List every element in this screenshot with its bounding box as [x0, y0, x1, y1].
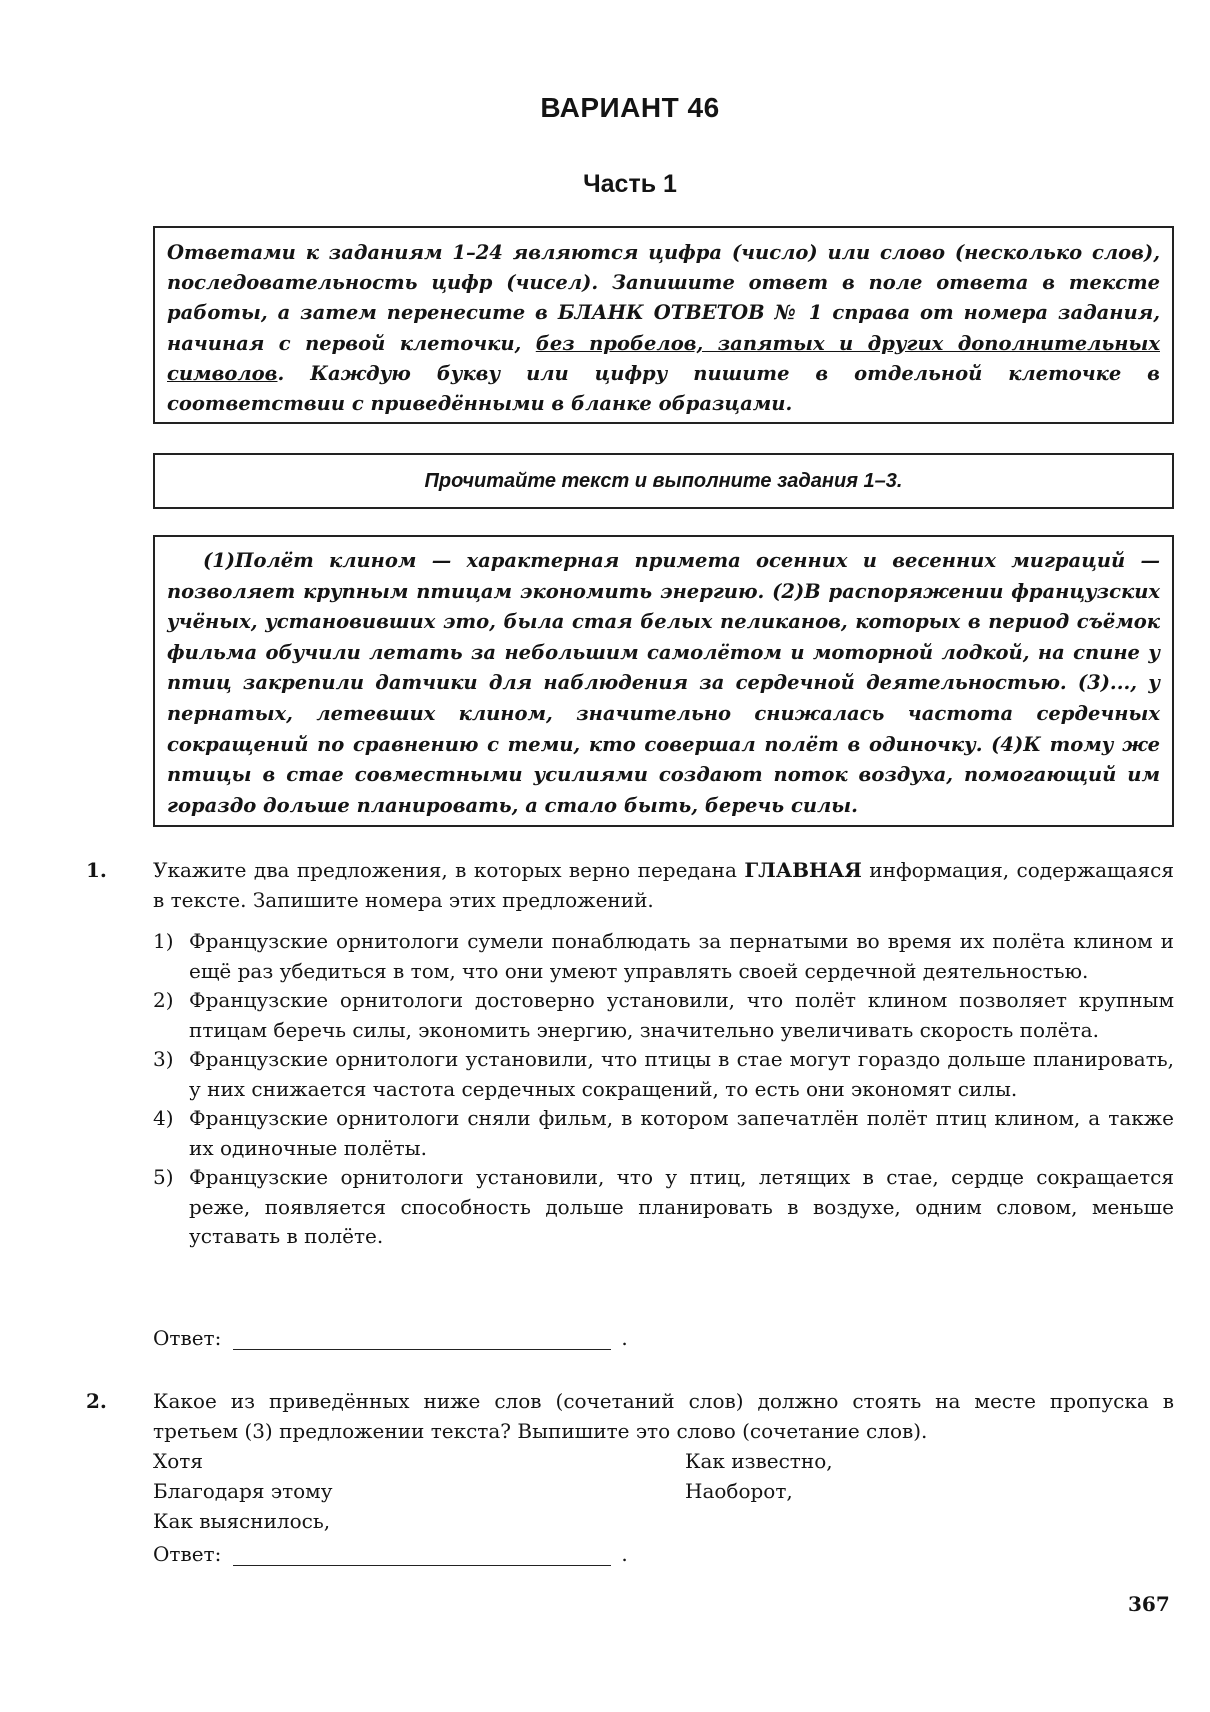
words-left-column: [153, 1446, 333, 1536]
read-prompt: Прочитайте текст и выполните задания 1–3.: [424, 470, 903, 492]
option-4: [153, 1104, 1174, 1163]
word-option: Как известно,: [685, 1449, 833, 1473]
passage-box: [153, 535, 1174, 827]
instruction-underlined: без пробелов, запятых и других дополнительных символов: [167, 331, 1160, 385]
task-1-bold: ГЛАВНАЯ: [744, 858, 862, 882]
option-text: Французские орнитологи достоверно установили, что полёт клином позволяет крупным птицам беречь силы, экономить энергию, значительно увеличивать скорость полёта.: [189, 988, 1174, 1042]
option-number: 2): [153, 988, 174, 1012]
task-1-options: [153, 927, 1174, 1252]
word-option: Как выяснилось,: [153, 1509, 331, 1533]
instruction-text: Ответами к заданиям 1–24 являются цифра (число) или слово (несколько слов), последовательность цифр (чисел). Запишите ответ в поле ответа в тексте работы, а затем перенесите в БЛАНК ОТВЕТОВ № 1 справа от номера задания, начиная с первой клеточки,: [167, 241, 1160, 355]
answer-dot: .: [621, 1326, 628, 1350]
option-2: [153, 986, 1174, 1045]
option-number: 1): [153, 929, 174, 953]
task-2-answer-field[interactable]: [233, 1543, 611, 1566]
option-5: [153, 1163, 1174, 1252]
task-1-answer-field[interactable]: [233, 1327, 611, 1350]
option-number: 4): [153, 1106, 174, 1130]
part-title: Часть 1: [583, 170, 677, 198]
answer-dot: .: [621, 1542, 628, 1566]
task-1-answer-row: [153, 1326, 628, 1350]
answer-label: Ответ:: [153, 1542, 222, 1566]
option-text: Французские орнитологи сумели понаблюдать за пернатыми во время их полёта клином и ещё раз убедиться в том, что они умеют управлять своей сердечной деятельностью.: [189, 929, 1174, 983]
option-number: 3): [153, 1047, 174, 1071]
option-number: 5): [153, 1165, 174, 1189]
option-text: Французские орнитологи установили, что птицы в стае могут гораздо дольше планировать, у них снижается частота сердечных сокращений, то есть они экономят силы.: [189, 1047, 1174, 1101]
task-1-text: Укажите два предложения, в которых верно передана: [153, 858, 745, 882]
word-option: Благодаря этому: [153, 1479, 333, 1503]
words-right-column: [685, 1446, 833, 1506]
task-1-text-end: информация, содержащаяся в тексте. Запишите номера этих предложений.: [153, 858, 1174, 912]
task-2-question: Какое из приведённых ниже слов (сочетаний слов) должно стоять на месте пропуска в третьем (3) предложении текста? Выпишите это слово (сочетание слов).: [153, 1389, 1174, 1443]
word-option: Наоборот,: [685, 1479, 793, 1503]
task-1-question: [153, 855, 1174, 915]
word-option: Хотя: [153, 1449, 203, 1473]
task-2-answer-row: [153, 1542, 628, 1566]
option-text: Французские орнитологи установили, что у птиц, летящих в стае, сердце сокращается реже, появляется способность дольше планировать в воздухе, одним словом, меньше уставать в полёте.: [189, 1165, 1174, 1248]
task-1-number: 1.: [86, 858, 107, 882]
page-number: 367: [1128, 1592, 1170, 1616]
answer-label: Ответ:: [153, 1326, 222, 1350]
option-3: [153, 1045, 1174, 1104]
instruction-text-end: . Каждую букву или цифру пишите в отдельной клеточке в соответствии с приведёнными в бланке образцами.: [167, 361, 1160, 416]
option-1: [153, 927, 1174, 986]
passage-text: (1)Полёт клином — характерная примета осенних и весенних миграций — позволяет крупным птицам экономить энергию. (2)В распоряжении французских учёных, установивших это, была стая белых пеликанов, которых в период съёмок фильма обучили летать за небольшим самолётом и моторной лодкой, на спине у птиц закрепили датчики для наблюдения за сердечной деятельностью. (3)..., у пернатых, летевших клином, значительно снижалась частота сердечных сокращений по сравнению с теми, кто совершал полёт в одиночку. (4)К тому же птицы в стае совместными усилиями создают поток воздуха, помогающий им гораздо дольше планировать, а стало быть, беречь силы.: [167, 549, 1160, 817]
read-prompt-box: [153, 453, 1174, 509]
variant-title: ВАРИАНТ 46: [540, 92, 720, 123]
task-2-number: 2.: [86, 1389, 107, 1413]
instruction-box: [153, 226, 1174, 424]
option-text: Французские орнитологи сняли фильм, в котором запечатлён полёт птиц клином, а также их одиночные полёты.: [189, 1106, 1174, 1160]
